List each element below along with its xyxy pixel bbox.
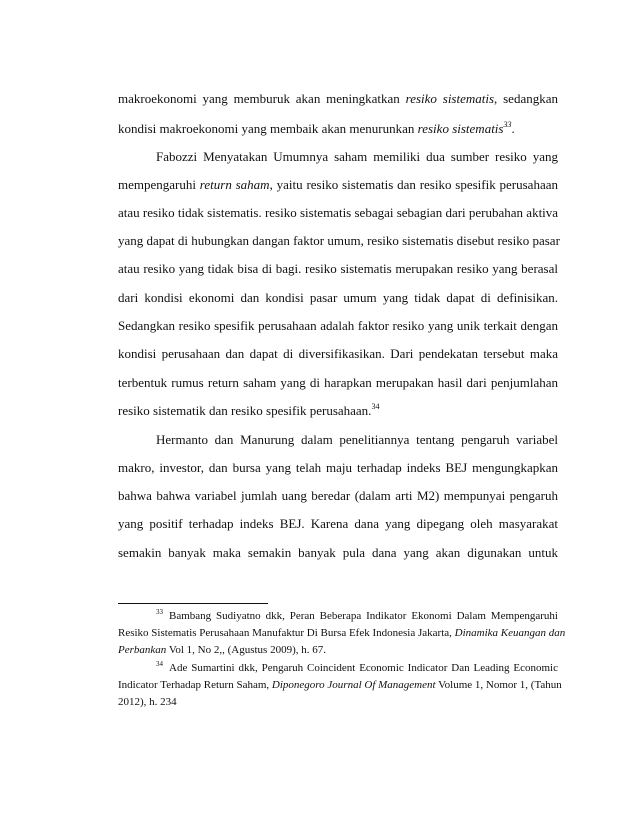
footnote-ref-34[interactable]: 34 — [371, 402, 380, 411]
text-span: makroekonomi yang memburuk akan meningkatkan — [118, 91, 406, 106]
text-span: Vol 1, No 2,, (Agustus 2009), h. 67. — [166, 644, 326, 656]
footnote-34-line-2 — [118, 677, 562, 694]
footnote-33-line-1 — [118, 608, 558, 625]
body-line-5: atau resiko tidak sistematis. resiko sistematis sebagai sebagian dari perubahan aktiva — [118, 205, 559, 220]
journal-title: Diponegoro Journal Of Management — [271, 679, 436, 691]
italic-term: resiko sistematis — [405, 91, 495, 106]
text-span: Resiko Sistematis Perusahaan Manufaktur Di Bursa Efek Indonesia Jakarta, — [118, 627, 455, 639]
body-line-17: semakin banyak maka semakin banyak pula dana yang akan digunakan untuk — [118, 545, 558, 560]
footnote-33 — [118, 608, 566, 659]
footnote-separator — [118, 603, 268, 604]
text-span: Bambang Sudiyatno dkk, Peran Beberapa Indikator Ekonomi Dalam Mempengaruhi — [169, 610, 558, 622]
italic-term: resiko sistematis — [417, 121, 504, 136]
footnote-34 — [118, 660, 562, 711]
body-line-4 — [118, 177, 558, 193]
text-span: Indicator Terhadap Return Saham, — [118, 679, 272, 691]
text-span: mempengaruhi — [118, 177, 200, 192]
body-line-3: Fabozzi Menyatakan Umumnya saham memiliki dua sumber resiko yang — [156, 149, 558, 164]
text-span: kondisi makroekonomi yang membaik akan menurunkan — [118, 121, 418, 136]
journal-title: Dinamika Keuangan dan — [454, 627, 566, 639]
footnote-number: 33 — [156, 608, 163, 616]
italic-term: return saham — [199, 177, 270, 192]
journal-title: Perbankan — [118, 644, 167, 656]
body-line-12 — [118, 403, 558, 419]
body-line-14: makro, investor, dan bursa yang telah maju terhadap indeks BEJ mengungkapkan — [118, 460, 558, 475]
body-line-11: terbentuk rumus return saham yang di harapkan merupakan hasil dari penjumlahan — [118, 375, 558, 390]
text-span: , sedangkan — [494, 91, 558, 106]
text-span: resiko sistematik dan resiko spesifik perusahaan. — [118, 403, 372, 418]
footnote-34-line-3: 2012), h. 234 — [118, 696, 177, 708]
footnote-34-line-1 — [118, 660, 558, 677]
text-span: . — [511, 121, 515, 136]
body-line-8: dari kondisi ekonomi dan kondisi pasar umum yang tidak dapat di definisikan. — [118, 290, 558, 305]
footnote-33-line-2 — [118, 625, 566, 642]
body-line-15: bahwa bahwa variabel jumlah uang beredar (dalam arti M2) mempunyai pengaruh — [118, 488, 558, 503]
footnote-ref-33[interactable]: 33 — [503, 120, 512, 129]
text-span: Volume 1, Nomor 1, (Tahun — [435, 679, 562, 691]
body-line-2 — [118, 121, 558, 137]
text-span: , yaitu resiko sistematis dan resiko spesifik perusahaan — [269, 177, 558, 192]
text-span: Ade Sumartini dkk, Pengaruh Coincident Economic Indicator Dan Leading Economic — [169, 662, 558, 674]
footnote-number: 34 — [156, 660, 163, 668]
body-line-13: Hermanto dan Manurung dalam penelitiannya tentang pengaruh variabel — [156, 432, 558, 447]
body-line-16: yang positif terhadap indeks BEJ. Karena dana yang dipegang oleh masyarakat — [118, 516, 558, 531]
body-line-9: Sedangkan resiko spesifik perusahaan adalah faktor resiko yang unik terkait dengan — [118, 318, 558, 333]
body-line-7: atau resiko yang tidak bisa di bagi. resiko sistematis merupakan resiko yang berasal — [118, 261, 558, 276]
body-line-1 — [118, 91, 558, 107]
footnote-33-line-3 — [118, 642, 558, 659]
body-line-10: kondisi perusahaan dan dapat di diversifikasikan. Dari pendekatan tersebut maka — [118, 346, 558, 361]
body-line-6: yang dapat di hubungkan dangan faktor umum, resiko sistematis disebut resiko pasar — [118, 233, 560, 248]
